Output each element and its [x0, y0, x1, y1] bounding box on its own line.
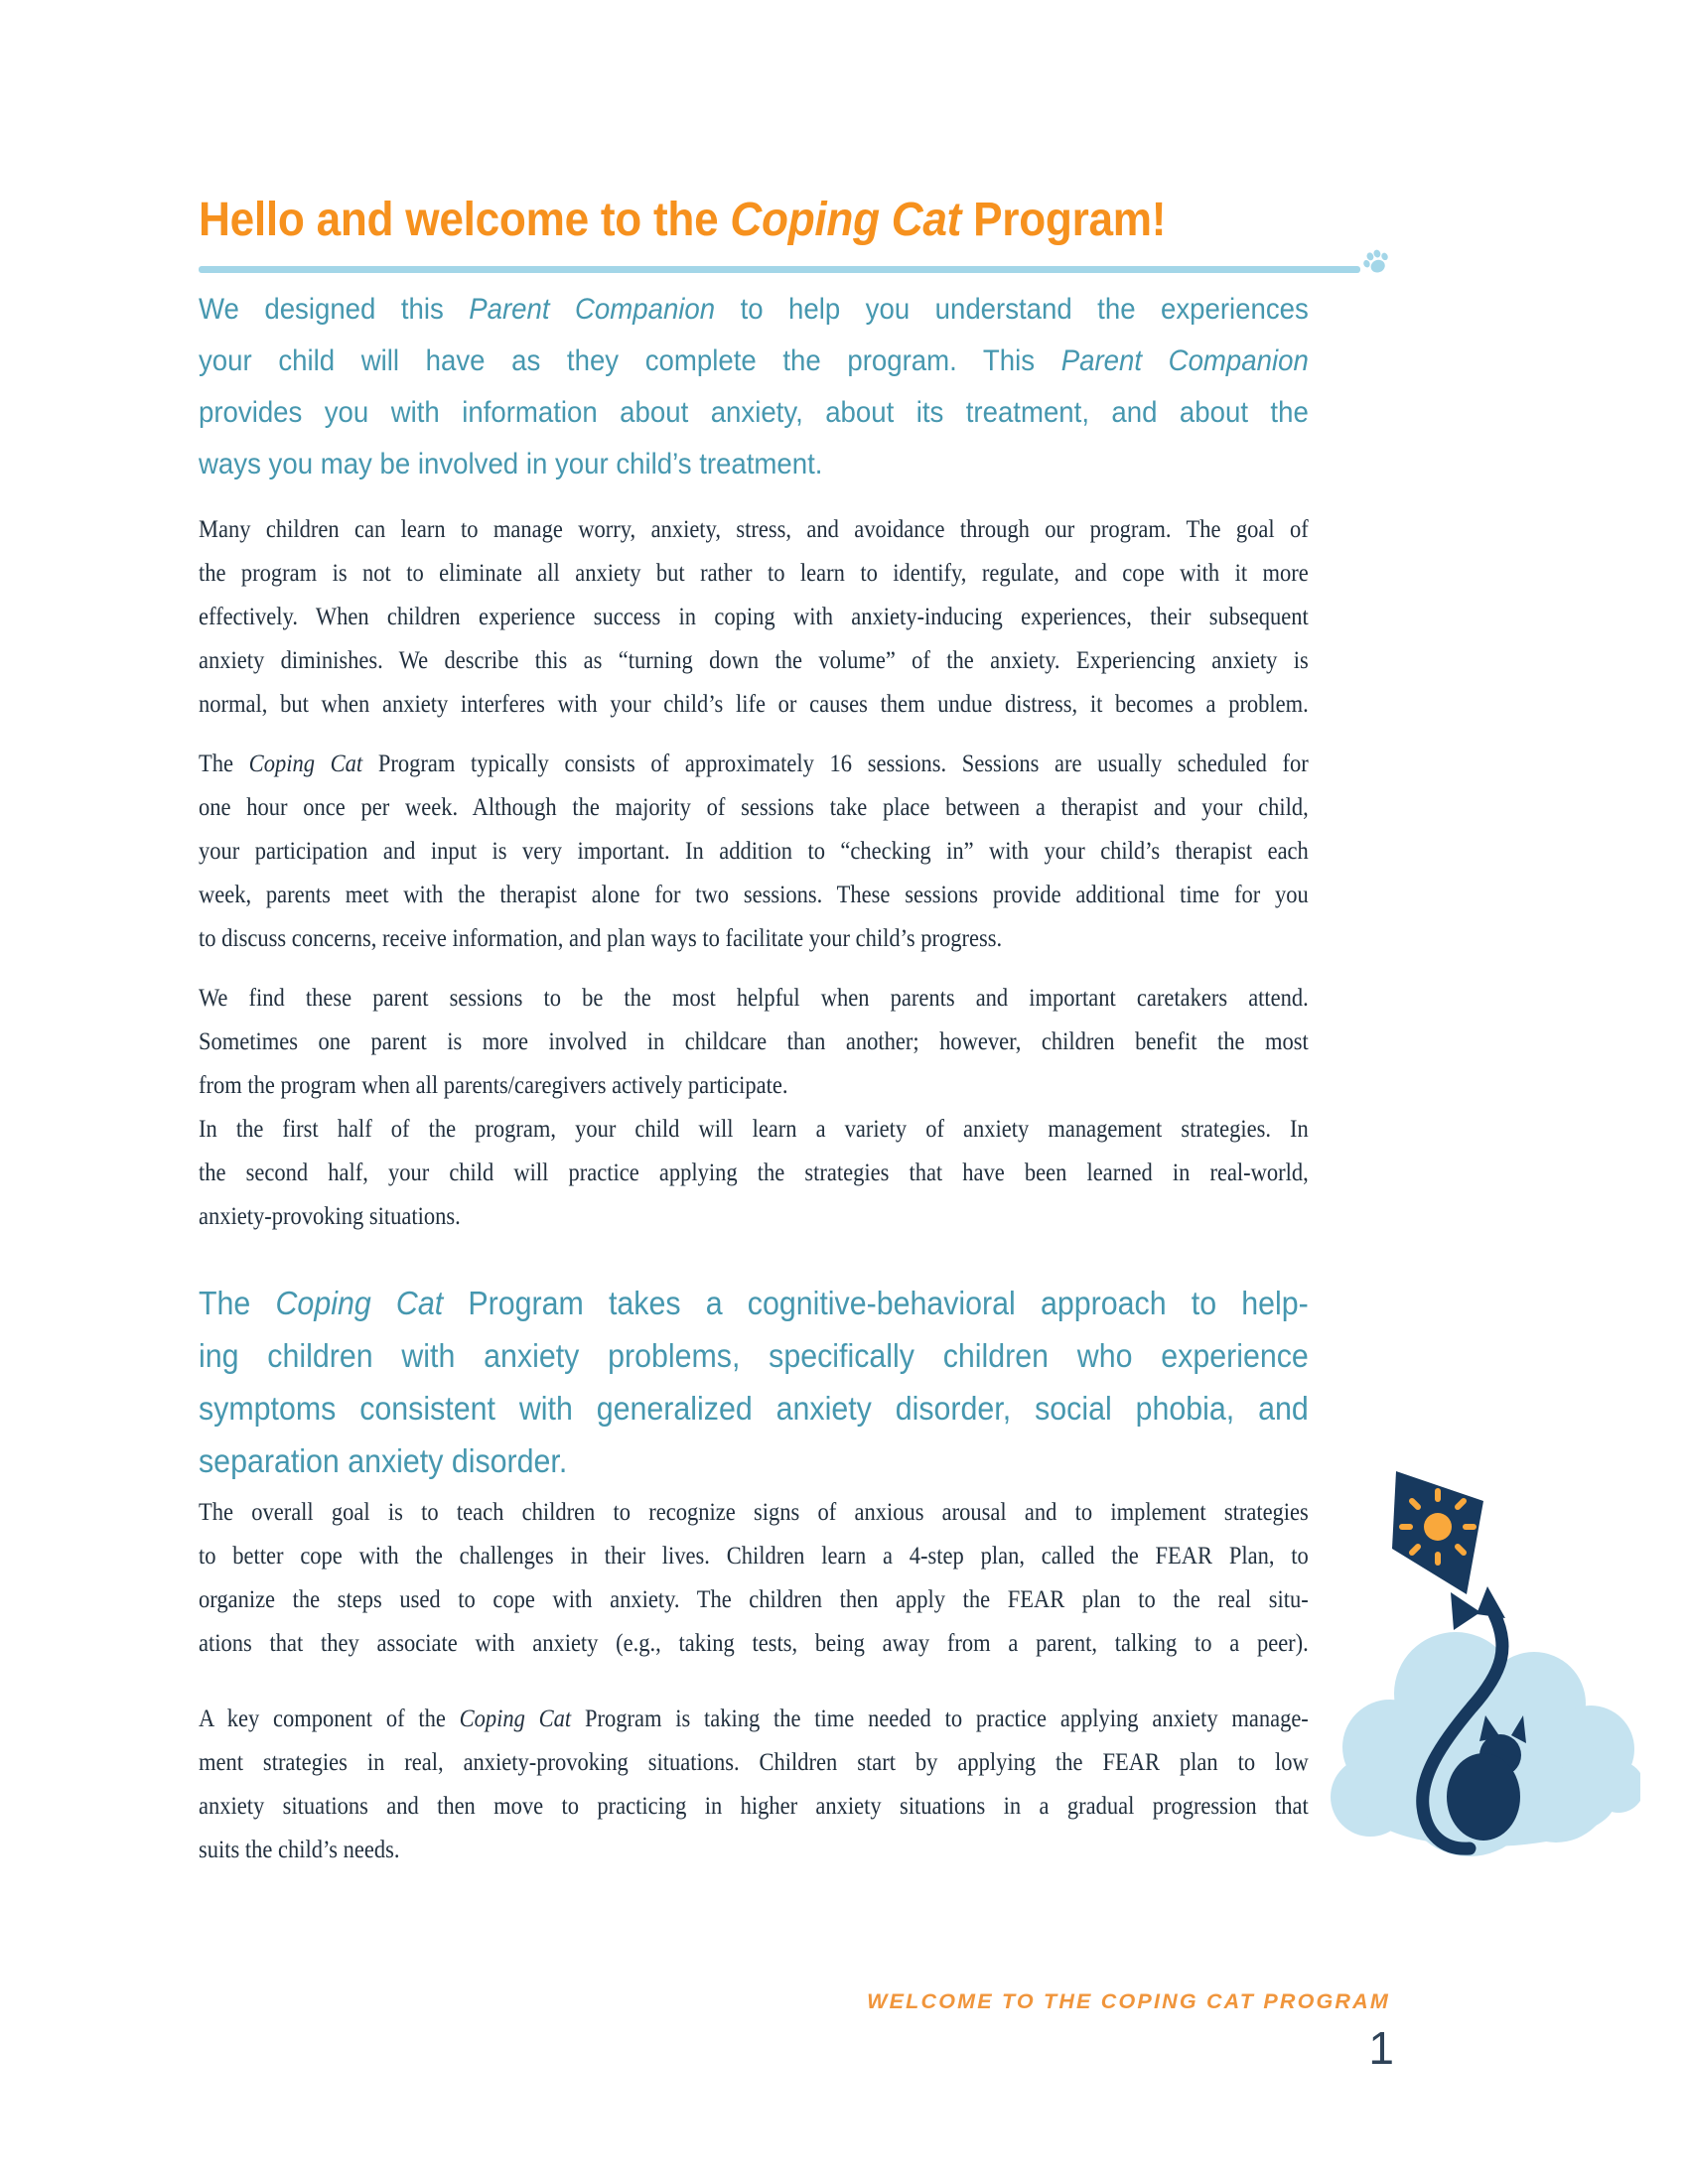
text-line: anxiety-provoking situations.: [199, 1203, 461, 1230]
text-line: ing children with anxiety problems, specifically children who experience: [199, 1337, 1309, 1374]
text-line: We find these parent sessions to be the most helpful when parents and important caretakers attend.: [199, 985, 1309, 1012]
page-title: Hello and welcome to the Coping Cat Program!: [199, 194, 1167, 246]
text-line: suits the child’s needs.: [199, 1837, 400, 1863]
text-line: provides you with information about anxiety, about its treatment, and about the: [199, 396, 1309, 429]
page-number: 1: [1368, 2022, 1394, 2074]
intro-paragraph: [199, 284, 1309, 490]
title-underline: [199, 266, 1360, 273]
sun-icon: [1402, 1491, 1474, 1563]
body-paragraph-3: [199, 977, 1309, 1108]
text-line: The overall goal is to teach children to recognize signs of anxious arousal and to implement strategies: [199, 1499, 1309, 1526]
body-paragraph-6: [199, 1698, 1309, 1872]
subheading: [199, 1277, 1309, 1487]
text-line: Sometimes one parent is more involved in childcare than another; however, children benefit the most: [199, 1028, 1309, 1055]
text-line: to discuss concerns, receive information, and plan ways to facilitate your child’s progress.: [199, 925, 1003, 952]
body-paragraph-4: [199, 1108, 1309, 1239]
text-line: The Coping Cat Program takes a cognitive-behavioral approach to help-: [199, 1285, 1309, 1321]
text-line: symptoms consistent with generalized anxiety disorder, social phobia, and: [199, 1390, 1309, 1427]
text-line: A key component of the Coping Cat Program is taking the time needed to practice applying anxiety manage-: [199, 1706, 1309, 1732]
text-line: ways you may be involved in your child’s treatment.: [199, 448, 823, 480]
body-paragraph-1: [199, 508, 1309, 727]
text-line: your child will have as they complete the program. This Parent Companion: [199, 344, 1309, 377]
text-line: one hour once per week. Although the majority of sessions take place between a therapist and your child,: [199, 794, 1309, 821]
text-line: week, parents meet with the therapist alone for two sessions. These sessions provide additional time for you: [199, 882, 1309, 908]
text-line: separation anxiety disorder.: [199, 1442, 568, 1479]
text-line: the program is not to eliminate all anxiety but rather to learn to identify, regulate, and cope with it more: [199, 560, 1309, 587]
text-line: to better cope with the challenges in their lives. Children learn a 4-step plan, called the FEAR Plan, to: [199, 1543, 1309, 1570]
text-line: In the first half of the program, your child will learn a variety of anxiety management strategies. In: [199, 1116, 1309, 1143]
text-line: Many children can learn to manage worry, anxiety, stress, and avoidance through our program. The goal of: [199, 516, 1309, 543]
text-line: the second half, your child will practice applying the strategies that have been learned in real-world,: [199, 1160, 1309, 1186]
text-line: ment strategies in real, anxiety-provoking situations. Children start by applying the FEAR plan to low: [199, 1749, 1309, 1776]
text-line: effectively. When children experience success in coping with anxiety-inducing experiences, their subsequent: [199, 604, 1309, 630]
text-line: anxiety situations and then move to practicing in higher anxiety situations in a gradual progression that: [199, 1793, 1309, 1820]
body-paragraph-2: [199, 743, 1309, 961]
text-line: The Coping Cat Program typically consists of approximately 16 sessions. Sessions are usually scheduled for: [199, 751, 1309, 777]
paw-icon: [1358, 244, 1394, 280]
text-line: your participation and input is very important. In addition to “checking in” with your child’s therapist each: [199, 838, 1309, 865]
text-line: organize the steps used to cope with anxiety. The children then apply the FEAR plan to the real situ-: [199, 1586, 1309, 1613]
text-line: from the program when all parents/caregivers actively participate.: [199, 1072, 788, 1099]
text-line: anxiety diminishes. We describe this as “turning down the volume” of the anxiety. Experiencing anxiety is: [199, 647, 1309, 674]
footer-running-head: WELCOME TO THE COPING CAT PROGRAM: [867, 1989, 1390, 2013]
kite-cloud-cat-illustration: [1321, 1447, 1640, 1858]
text-line: normal, but when anxiety interferes with your child’s life or causes them undue distress, it becomes a problem.: [199, 691, 1309, 718]
text-line: ations that they associate with anxiety (e.g., taking tests, being away from a parent, talking to a peer).: [199, 1630, 1309, 1657]
text-line: We designed this Parent Companion to help you understand the experiences: [199, 293, 1309, 326]
body-paragraph-5: [199, 1491, 1309, 1666]
